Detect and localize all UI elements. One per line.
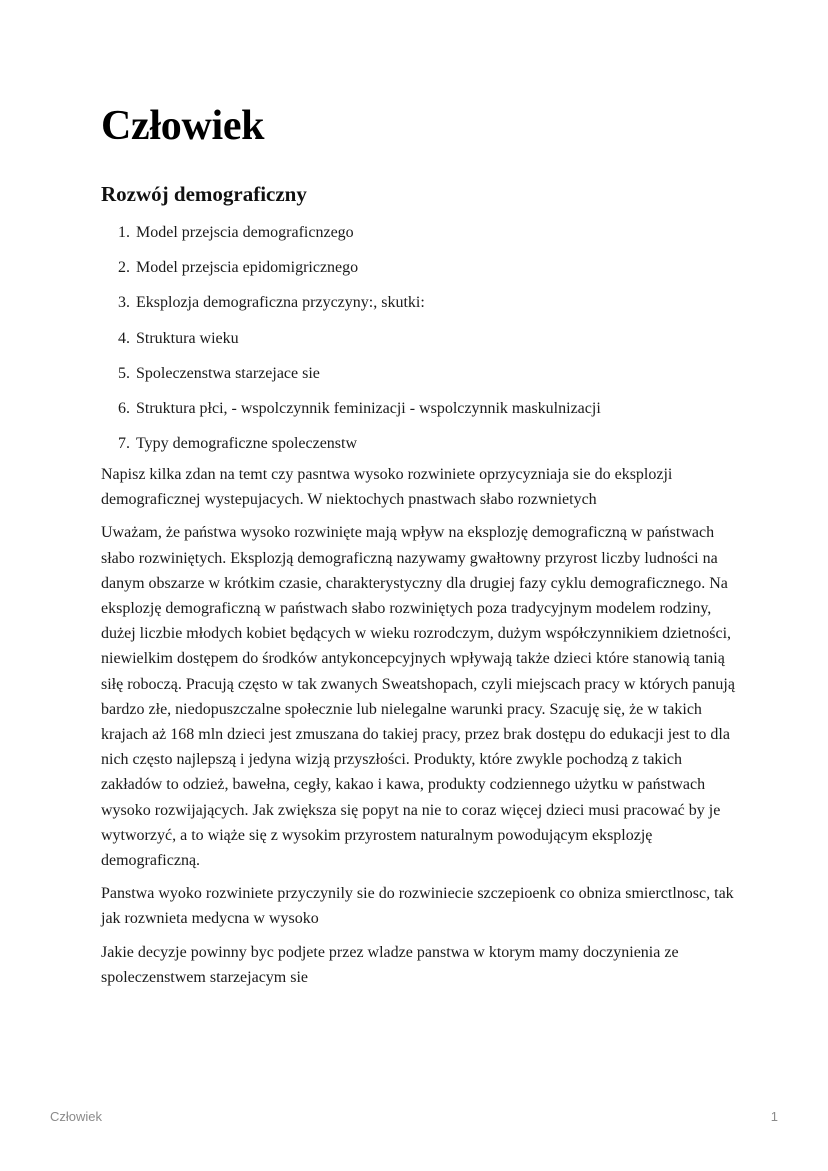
list-item [101, 356, 741, 391]
list-item-number: 7 . [101, 430, 130, 458]
paragraph-question-2: Jakie decyzje powinny byc podjete przez wladze panstwa w ktorym mamy doczynienia ze spoleczenstwem starzejacym sie [101, 943, 679, 986]
footer-title: Człowiek [50, 1109, 103, 1124]
section-heading: Rozwój demograficzny [101, 182, 307, 206]
page-footer [0, 1109, 828, 1129]
list-item [101, 215, 741, 250]
paragraph-note: Panstwa wyoko rozwiniete przyczynily sie do rozwiniecie szczepioenk co obniza smierctlnosc, tak jak rozwnieta medycna w wysoko [101, 885, 734, 928]
list-item-number: 2 . [101, 254, 130, 282]
list-item [101, 250, 741, 285]
paragraph-answer: Uważam, że państwa wysoko rozwinięte mają wpływ na eksplozję demograficzną w państwach słabo rozwiniętych. Eksplozją demograficzną nazywamy gwałtowny przyrost liczby ludności na danym obszarze w krótkim czasie, charakterystyczny dla drugiej fazy cyklu demograficznego. Na eksplozję demograficzną w państwach słabo rozwiniętych poza tradycyjnym modelem rodziny, dużej liczbie młodych kobiet będących w wieku rozrodczym, dużym współczynnikiem dzietności, niewielkim dostępem do środków antykoncepcyjnych wpływają także dzieci które stanowią tanią siłę roboczą. Pracują często w tak zwanych Sweatshopach, czyli miejscach pracy w których panują bardzo złe, niedopuszczalne społecznie lub nielegalne warunki pracy. Szacuję się, że w takich krajach aż 168 mln dzieci jest zmuszana do takiej pracy, przez brak dostępu do edukacji jest to dla nich często najlepszą i jedyna wizją przyszłości. Produkty, które zwykle pochodzą z takich zakładów to odzież, bawełna, cegły, kakao i kawa, produkty codziennego użytku w państwach wysoko rozwijających. Jak zwiększa się popyt na nie to coraz więcej dzieci musi pracować by je wytworzyć, a to wiąże się z wysokim przyrostem naturalnym powodującym eksplozję demograficzną. [101, 524, 735, 870]
list-item-number: 5 . [101, 360, 130, 388]
body-text [101, 462, 741, 998]
list-item-text: Struktura płci, - wspolczynnik feminizacji - wspolczynnik maskulnizacji [136, 400, 601, 418]
list-item-number: 3 . [101, 289, 130, 317]
topic-list [101, 215, 741, 462]
list-item-text: Eksplozja demograficzna przyczyny:, skutki: [136, 294, 425, 312]
list-item-number: 4 . [101, 325, 130, 353]
list-item [101, 427, 741, 462]
list-item-text: Spoleczenstwa starzejace sie [136, 364, 320, 382]
page-number: 1 [770, 1109, 778, 1124]
list-item-number: 6 . [101, 395, 130, 423]
list-item-number: 1 . [101, 219, 130, 247]
paragraph-question: Napisz kilka zdan na temt czy pasntwa wysoko rozwiniete oprzycyzniaja sie do eksplozji demograficznej wystepujacych. W niektochych pnastwach słabo rozwnietych [101, 466, 673, 509]
list-item-text: Struktura wieku [136, 329, 239, 347]
list-item-text: Model przejscia epidomigricznego [136, 258, 359, 276]
list-item [101, 286, 741, 321]
list-item [101, 321, 741, 356]
list-item-text: Typy demograficzne spoleczenstw [136, 435, 358, 453]
list-item [101, 391, 741, 426]
document-title: Człowiek [101, 103, 265, 149]
list-item-text: Model przejscia demograficnzego [136, 223, 354, 241]
